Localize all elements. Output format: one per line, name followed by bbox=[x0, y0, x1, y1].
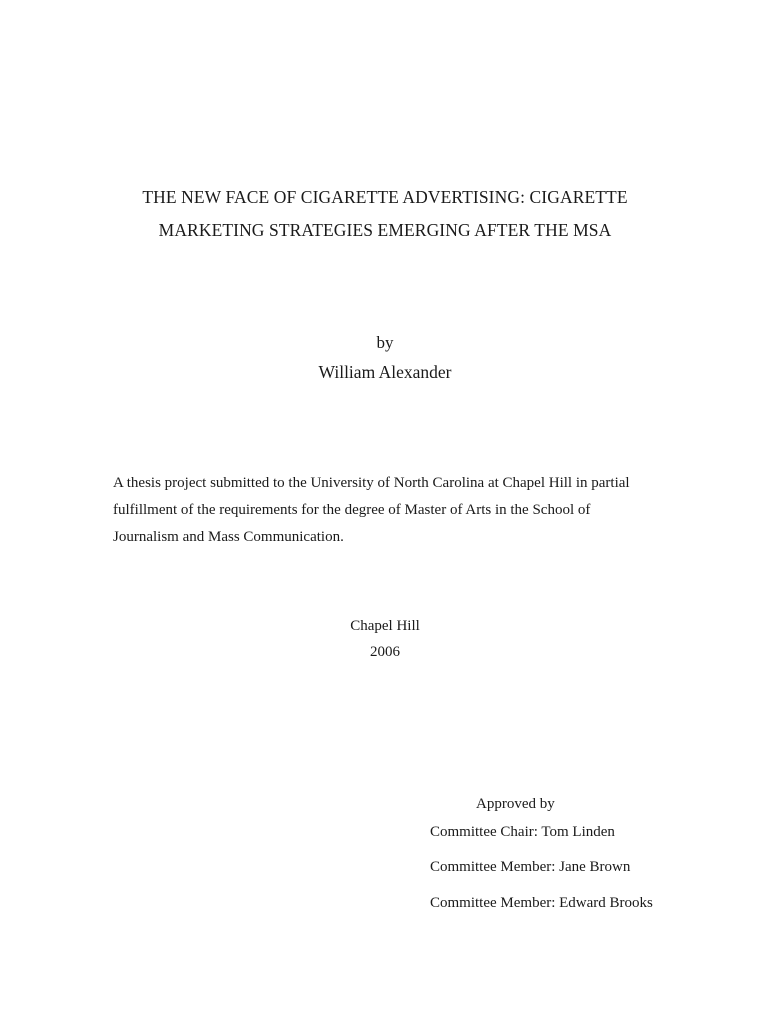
place: Chapel Hill bbox=[350, 618, 420, 634]
committee-member-2: Committee Member: Edward Brooks bbox=[430, 895, 653, 911]
committee-member-1: Committee Member: Jane Brown bbox=[430, 859, 631, 875]
author-name: William Alexander bbox=[318, 362, 452, 382]
year: 2006 bbox=[370, 644, 400, 660]
title-line-2: MARKETING STRATEGIES EMERGING AFTER THE MSA bbox=[158, 220, 612, 240]
statement-line-1: A thesis project submitted to the University of North Carolina at Chapel Hill in partial bbox=[113, 475, 630, 491]
title-line-1: THE NEW FACE OF CIGARETTE ADVERTISING: CIGARETTE bbox=[142, 187, 628, 207]
statement-line-3: Journalism and Mass Communication. bbox=[113, 529, 344, 545]
byline-by: by bbox=[376, 333, 394, 352]
statement-line-2: fulfillment of the requirements for the degree of Master of Arts in the School of bbox=[113, 502, 591, 518]
approved-by-heading: Approved by bbox=[476, 796, 555, 812]
committee-chair: Committee Chair: Tom Linden bbox=[430, 824, 615, 840]
